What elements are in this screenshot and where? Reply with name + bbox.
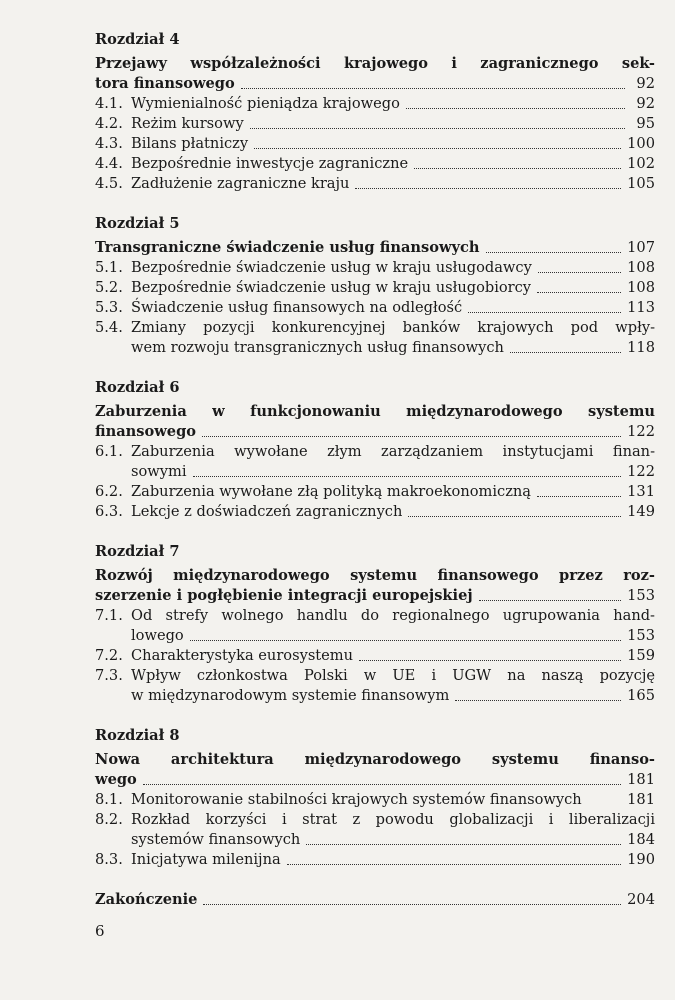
page-reference: 108 (627, 279, 655, 296)
entry-text (131, 646, 655, 666)
entry-text (95, 54, 655, 94)
section-number: 8.1. (95, 791, 123, 808)
page-reference: 107 (627, 239, 655, 256)
chapter-title-entry (95, 54, 655, 94)
page-reference: 190 (627, 851, 655, 868)
entry-line: Nowa architektura międzynarodowego systemu finanso- (95, 751, 655, 768)
entry-last-text: Świadczenie usług finansowych na odległość (131, 299, 463, 316)
entry-last-line (131, 94, 655, 114)
entry-last-text: Transgraniczne świadczenie usług finansowych (95, 239, 480, 256)
entry-text (131, 114, 655, 134)
entry-text (131, 154, 655, 174)
entry-last-text: Reżim kursowy (131, 115, 244, 132)
entry-last-line (131, 134, 655, 154)
entry-last-text: Wymienialność pieniądza krajowego (131, 95, 400, 112)
entry-last-line (131, 790, 655, 810)
entry-text (95, 238, 655, 258)
section-number: 6.3. (95, 503, 123, 520)
chapter-title-entry (95, 566, 655, 606)
leader-dots (306, 844, 621, 845)
page-reference: 131 (627, 483, 655, 500)
page-reference: 165 (627, 687, 655, 704)
section-entry (95, 258, 655, 278)
entry-text (131, 258, 655, 278)
entry-line: Zmiany pozycji konkurencyjnej banków krajowych pod wpły- (131, 319, 655, 336)
entry-last-line (131, 502, 655, 522)
section-entry (95, 482, 655, 502)
chapter-block (95, 542, 655, 706)
entry-last-line (131, 626, 655, 646)
entry-last-text: sowymi (131, 463, 187, 480)
entry-line: Przejawy współzależności krajowego i zagranicznego sek- (95, 55, 655, 72)
entry-last-line (131, 850, 655, 870)
page-reference: 153 (627, 627, 655, 644)
leader-dots (468, 312, 621, 313)
page-reference: 118 (627, 339, 655, 356)
page-reference: 105 (627, 175, 655, 192)
section-entry (95, 154, 655, 174)
leader-dots (479, 600, 622, 601)
section-number: 4.4. (95, 155, 123, 172)
entry-text (131, 502, 655, 522)
page-reference: 122 (627, 423, 655, 440)
leader-dots (254, 148, 621, 149)
entry-line: Zaburzenia w funkcjonowaniu międzynarodowego systemu (95, 403, 655, 420)
chapter-label: Rozdział 4 (95, 31, 180, 48)
entry-last-line (131, 298, 655, 318)
section-number: 6.2. (95, 483, 123, 500)
page-reference: 181 (627, 771, 655, 788)
entry-last-line (131, 338, 655, 358)
entry-last-text: tora finansowego (95, 75, 235, 92)
entry-last-text: finansowego (95, 423, 197, 440)
leader-dots (537, 292, 621, 293)
section-entry (95, 114, 655, 134)
leader-dots (250, 128, 625, 129)
entry-text (131, 94, 655, 114)
section-entry (95, 502, 655, 522)
chapter-title-entry (95, 750, 655, 790)
entry-line: Wpływ członkostwa Polski w UE i UGW na naszą pozycję (131, 667, 655, 684)
section-number: 8.3. (95, 851, 123, 868)
page-reference: 184 (627, 831, 655, 848)
leader-dots (190, 640, 621, 641)
page-reference: 159 (627, 647, 655, 664)
entry-last-line (131, 154, 655, 174)
entry-last-line (95, 422, 655, 442)
section-entry (95, 606, 655, 646)
section-number: 4.5. (95, 175, 123, 192)
section-number: 5.2. (95, 279, 123, 296)
table-of-contents (95, 30, 655, 930)
entry-last-line (95, 74, 655, 94)
entry-text (131, 442, 655, 482)
chapter-block (95, 30, 655, 194)
leader-dots (193, 476, 622, 477)
chapter-title-entry (95, 402, 655, 442)
page-reference: 153 (627, 587, 655, 604)
leader-dots (455, 700, 621, 701)
section-number: 6.1. (95, 443, 123, 460)
chapter-label: Rozdział 8 (95, 727, 180, 744)
page-reference: 181 (627, 791, 655, 808)
entry-last-text: Zaburzenia wywołane złą polityką makroekonomiczną (131, 483, 531, 500)
entry-last-line (131, 278, 655, 298)
page-number: 6 (95, 922, 105, 940)
entry-last-text: wego (95, 771, 137, 788)
entry-last-text: Bezpośrednie świadczenie usług w kraju usługobiorcy (131, 279, 532, 296)
leader-dots (406, 108, 625, 109)
entry-last-text: szerzenie i pogłębienie integracji europejskiej (95, 587, 473, 604)
entry-last-line (131, 258, 655, 278)
entry-last-text: systemów finansowych (131, 831, 301, 848)
section-number: 5.1. (95, 259, 123, 276)
conclusion-block (95, 890, 655, 910)
chapter-block (95, 378, 655, 522)
entry-text (131, 298, 655, 318)
section-number: 7.3. (95, 667, 123, 684)
entry-last-text: Inicjatywa milenijna (131, 851, 281, 868)
chapter-block (95, 214, 655, 358)
leader-dots (359, 660, 621, 661)
leader-dots (143, 784, 621, 785)
entry-text (95, 566, 655, 606)
section-entry (95, 850, 655, 870)
entry-last-line (131, 482, 655, 502)
entry-line: Zaburzenia wywołane złym zarządzaniem instytucjami finan- (131, 443, 655, 460)
entry-text (131, 174, 655, 194)
section-number: 4.3. (95, 135, 123, 152)
entry-last-line (131, 174, 655, 194)
section-entry (95, 666, 655, 706)
entry-text (131, 666, 655, 706)
page-reference: 102 (627, 155, 655, 172)
section-entry (95, 442, 655, 482)
entry-text (131, 606, 655, 646)
entry-text (131, 850, 655, 870)
entry-last-line (131, 462, 655, 482)
entry-last-text: Charakterystyka eurosystemu (131, 647, 354, 664)
page-reference: 92 (636, 95, 655, 112)
section-entry (95, 94, 655, 114)
section-entry (95, 278, 655, 298)
leader-dots (408, 516, 621, 517)
section-entry (95, 646, 655, 666)
entry-text (95, 402, 655, 442)
entry-last-text: lowego (131, 627, 184, 644)
leader-dots (241, 88, 625, 89)
section-entry (95, 790, 655, 810)
section-entry (95, 298, 655, 318)
entry-text (95, 890, 655, 910)
section-number: 5.4. (95, 319, 123, 336)
entry-last-line (95, 890, 655, 910)
entry-last-line (131, 686, 655, 706)
section-entry (95, 174, 655, 194)
leader-dots (203, 904, 621, 905)
entry-last-line (95, 238, 655, 258)
leader-dots (202, 436, 621, 437)
page-reference: 149 (627, 503, 655, 520)
conclusion-title: Zakończenie (95, 891, 198, 908)
entry-last-text: w międzynarodowym systemie finansowym (131, 687, 450, 704)
entry-text (95, 750, 655, 790)
entry-last-text: Lekcje z doświadczeń zagranicznych (131, 503, 403, 520)
leader-dots (538, 272, 621, 273)
page-reference: 95 (636, 115, 655, 132)
chapter-label: Rozdział 5 (95, 215, 180, 232)
leader-dots (486, 252, 622, 253)
leader-dots (287, 864, 621, 865)
section-number: 7.1. (95, 607, 123, 624)
leader-dots (537, 496, 621, 497)
entry-text (131, 482, 655, 502)
leader-dots (510, 352, 621, 353)
section-number: 8.2. (95, 811, 123, 828)
entry-text (131, 278, 655, 298)
entry-last-line (95, 586, 655, 606)
entry-last-text: Bezpośrednie świadczenie usług w kraju usługodawcy (131, 259, 532, 276)
entry-text (131, 318, 655, 358)
page-reference: 204 (627, 891, 655, 908)
section-entry (95, 134, 655, 154)
entry-last-text: Bezpośrednie inwestycje zagraniczne (131, 155, 409, 172)
entry-last-line (131, 830, 655, 850)
section-number: 4.1. (95, 95, 123, 112)
chapter-block (95, 726, 655, 870)
entry-line: Od strefy wolnego handlu do regionalnego ugrupowania hand- (131, 607, 655, 624)
section-number: 4.2. (95, 115, 123, 132)
entry-text (131, 134, 655, 154)
leader-dots (414, 168, 621, 169)
entry-text (131, 790, 655, 810)
page-reference: 122 (627, 463, 655, 480)
entry-last-text: Monitorowanie stabilności krajowych systemów finansowych (131, 791, 582, 808)
entry-last-text: Zadłużenie zagraniczne kraju (131, 175, 350, 192)
section-number: 5.3. (95, 299, 123, 316)
entry-last-line (131, 114, 655, 134)
entry-text (131, 810, 655, 850)
chapter-label: Rozdział 6 (95, 379, 180, 396)
entry-last-line (95, 770, 655, 790)
section-number: 7.2. (95, 647, 123, 664)
section-entry (95, 318, 655, 358)
page-reference: 100 (627, 135, 655, 152)
chapter-title-entry (95, 238, 655, 258)
entry-last-text: wem rozwoju transgranicznych usług finansowych (131, 339, 504, 356)
chapter-label: Rozdział 7 (95, 543, 180, 560)
leader-dots (355, 188, 621, 189)
page-reference: 92 (636, 75, 655, 92)
section-entry (95, 810, 655, 850)
entry-last-text: Bilans płatniczy (131, 135, 249, 152)
entry-last-line (131, 646, 655, 666)
entry-line: Rozwój międzynarodowego systemu finansowego przez roz- (95, 567, 655, 584)
conclusion-entry (95, 890, 655, 910)
page-reference: 113 (627, 299, 655, 316)
entry-line: Rozkład korzyści i strat z powodu globalizacji i liberalizacji (131, 811, 655, 828)
page-reference: 108 (627, 259, 655, 276)
